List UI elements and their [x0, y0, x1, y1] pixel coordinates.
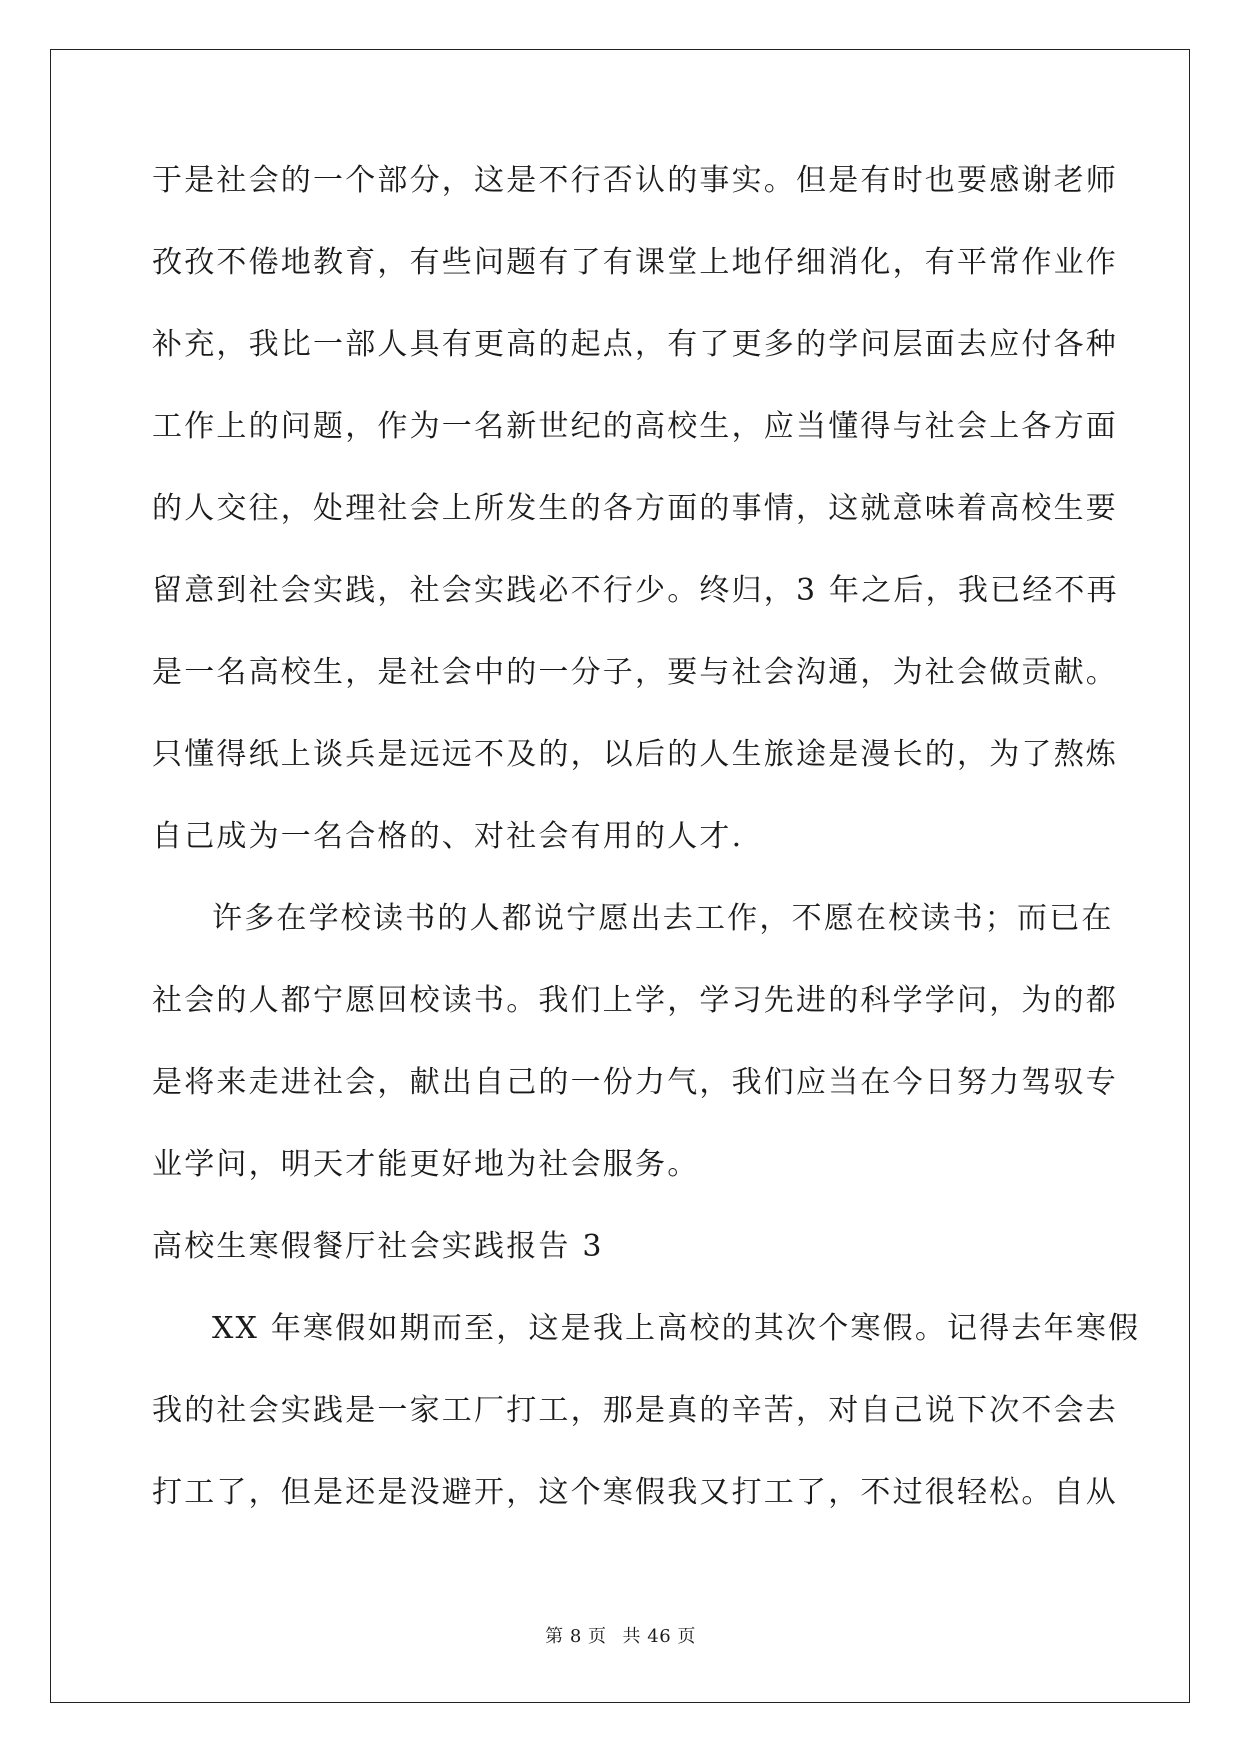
text-line: 业学问，明天才能更好地为社会服务。	[152, 1147, 700, 1182]
paragraph-start-line: 许多在学校读书的人都说宁愿出去工作，不愿在校读书；而已在	[212, 901, 1114, 936]
text-line: 自己成为一名合格的、对社会有用的人才.	[152, 819, 744, 854]
text-line: 打工了，但是还是没避开，这个寒假我又打工了，不过很轻松。自从	[152, 1475, 1118, 1510]
text-line: 留意到社会实践，社会实践必不行少。终归，3 年之后，我已经不再	[152, 573, 1119, 608]
text-line: 孜孜不倦地教育，有些问题有了有课堂上地仔细消化，有平常作业作	[152, 245, 1118, 280]
section-heading: 高校生寒假餐厅社会实践报告 3	[152, 1229, 604, 1264]
text-line: 的人交往，处理社会上所发生的各方面的事情，这就意味着高校生要	[152, 491, 1118, 526]
text-line: 只懂得纸上谈兵是远远不及的，以后的人生旅途是漫长的，为了熬炼	[152, 737, 1118, 772]
page-number: 第 8 页	[545, 1626, 607, 1647]
text-line: 于是社会的一个部分，这是不行否认的事实。但是有时也要感谢老师	[152, 163, 1118, 198]
text-line: 是将来走进社会，献出自己的一份力气，我们应当在今日努力驾驭专	[152, 1065, 1118, 1100]
text-line: 是一名高校生，是社会中的一分子，要与社会沟通，为社会做贡献。	[152, 655, 1118, 690]
page-total: 共 46 页	[622, 1626, 696, 1647]
page-footer	[0, 1622, 1241, 1648]
paragraph-start-line: XX 年寒假如期而至，这是我上高校的其次个寒假。记得去年寒假	[212, 1311, 1141, 1346]
document-body	[152, 152, 1141, 1546]
text-line: 补充，我比一部人具有更高的起点，有了更多的学问层面去应付各种	[152, 327, 1118, 362]
text-line: 工作上的问题，作为一名新世纪的高校生，应当懂得与社会上各方面	[152, 409, 1118, 444]
text-line: 我的社会实践是一家工厂打工，那是真的辛苦，对自己说下次不会去	[152, 1393, 1118, 1428]
text-line: 社会的人都宁愿回校读书。我们上学，学习先进的科学学问，为的都	[152, 983, 1118, 1018]
